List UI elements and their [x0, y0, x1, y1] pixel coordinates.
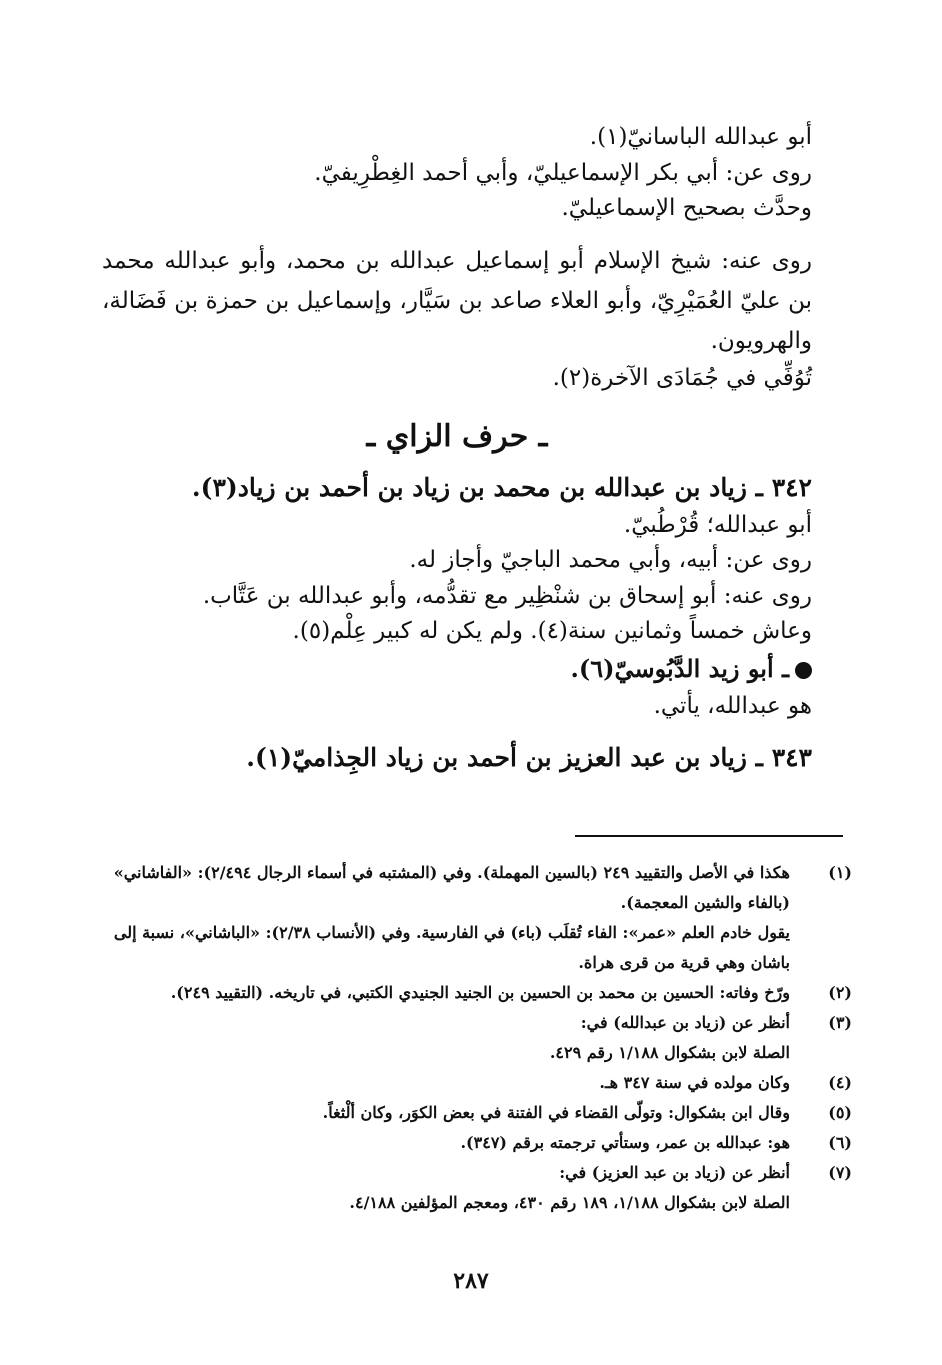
chapter-heading: ـ حرف الزاي ـ — [366, 418, 548, 454]
footnote-text: هكذا في الأصل والتقييد ٢٤٩ (بالسين المهملة). وفي (المشتبه في أسماء الرجال ٢/٤٩٤): «الفاشاني» (بالفاء والشين المعجمة). — [113, 863, 790, 912]
cross-reference-note: هو عبدالله، يأتي. — [653, 692, 812, 719]
footnote-number: (٤) — [828, 1073, 852, 1092]
main-text — [102, 120, 812, 778]
footnote-text: ورّخ وفاته: الحسين بن محمد بن الحسين بن الجنيد الجنيدي الكتبي، في تاريخه. (التقييد ٢٤٩). — [170, 983, 790, 1002]
footnote-text: الصلة لابن بشكوال ١/١٨٨، ١٨٩ رقم ٤٣٠، ومعجم المؤلفين ٤/١٨٨. — [349, 1193, 790, 1212]
footnote — [82, 1008, 852, 1068]
cross-reference-text: ـ أبو زيد الدَّبُوسيّ(٦). — [570, 654, 789, 684]
footnote — [82, 1098, 852, 1128]
footnotes — [82, 858, 852, 1218]
text-line: روى عن: أبي بكر الإسماعيليّ، وأبي أحمد الغِطْرِيفيّ. — [314, 159, 812, 186]
footnote-text: وكان مولده في سنة ٣٤٧ هـ. — [599, 1073, 790, 1092]
text-line: أبو عبدالله الباسانيّ(١). — [589, 124, 812, 150]
footnote-text: هو: عبدالله بن عمر، وستأتي ترجمته برقم (٣٤٧). — [460, 1133, 790, 1152]
entry-heading-342: ٣٤٢ ـ زياد بن عبدالله بن محمد بن زياد بن أحمد بن زياد(٣). — [191, 472, 812, 502]
footnote-number: (٣) — [828, 1013, 852, 1032]
death-line: تُوُفِّي في جُمَادَى الآخرة(٢). — [552, 364, 812, 391]
footnote-divider — [575, 835, 843, 837]
text-line: روى عن: أبيه، وأبي محمد الباجيّ وأجاز له. — [409, 547, 812, 574]
footnote-number: (٥) — [828, 1103, 852, 1122]
footnote-number: (٧) — [828, 1163, 852, 1182]
text-line: وحدَّث بصحيح الإسماعيليّ. — [561, 195, 812, 222]
text-line: أبو عبدالله؛ قُرْطُبيّ. — [623, 511, 812, 538]
footnote — [82, 858, 852, 978]
text-line: وعاش خمساً وثمانين سنة(٤). ولم يكن له كبير عِلْم(٥). — [292, 618, 812, 645]
page-number: ٢٨٧ — [453, 1268, 489, 1294]
cross-reference — [102, 650, 812, 688]
narrators-paragraph: روى عنه: شيخ الإسلام أبو إسماعيل عبدالله بن محمد، وأبو عبدالله محمد بن عليّ العُمَيْرِيّ، وأبو العلاء صاعد بن سَيَّار، وإسماعيل بن حمزة بن فَضَالة، والهرويون. — [102, 247, 812, 354]
footnote — [82, 1158, 852, 1218]
footnote — [82, 1128, 852, 1158]
footnote-text: وقال ابن بشكوال: وتولّى القضاء في الفتنة في بعض الكوَر، وكان ألْثغاً. — [322, 1103, 790, 1122]
footnote-number: (٦) — [828, 1133, 852, 1152]
entry-heading-343: ٣٤٣ ـ زياد بن عبد العزيز بن أحمد بن زياد الجِذاميّ(١). — [246, 743, 812, 773]
footnote — [82, 1068, 852, 1098]
footnote-number: (٢) — [828, 983, 852, 1002]
text-line: روى عنه: أبو إسحاق بن شنْظِير مع تقدُّمه، وأبو عبدالله بن عَتَّاب. — [202, 582, 812, 609]
footnote — [82, 978, 852, 1008]
footnote-number: (١) — [828, 863, 852, 882]
footnote-text: أنظر عن (زياد بن عبدالله) في: — [580, 1013, 790, 1032]
bullet-icon — [795, 662, 812, 679]
footnote-text: الصلة لابن بشكوال ١/١٨٨ رقم ٤٢٩. — [549, 1043, 790, 1062]
footnote-text: يقول خادم العلم «عمر»: الفاء تُقلَب (باء) في الفارسية. وفي (الأنساب ٢/٣٨): «الباشاني»، نسبة إلى باشان وهي قرية من قرى هراة. — [113, 923, 790, 972]
footnote-text: أنظر عن (زياد بن عبد العزيز) في: — [559, 1163, 790, 1182]
